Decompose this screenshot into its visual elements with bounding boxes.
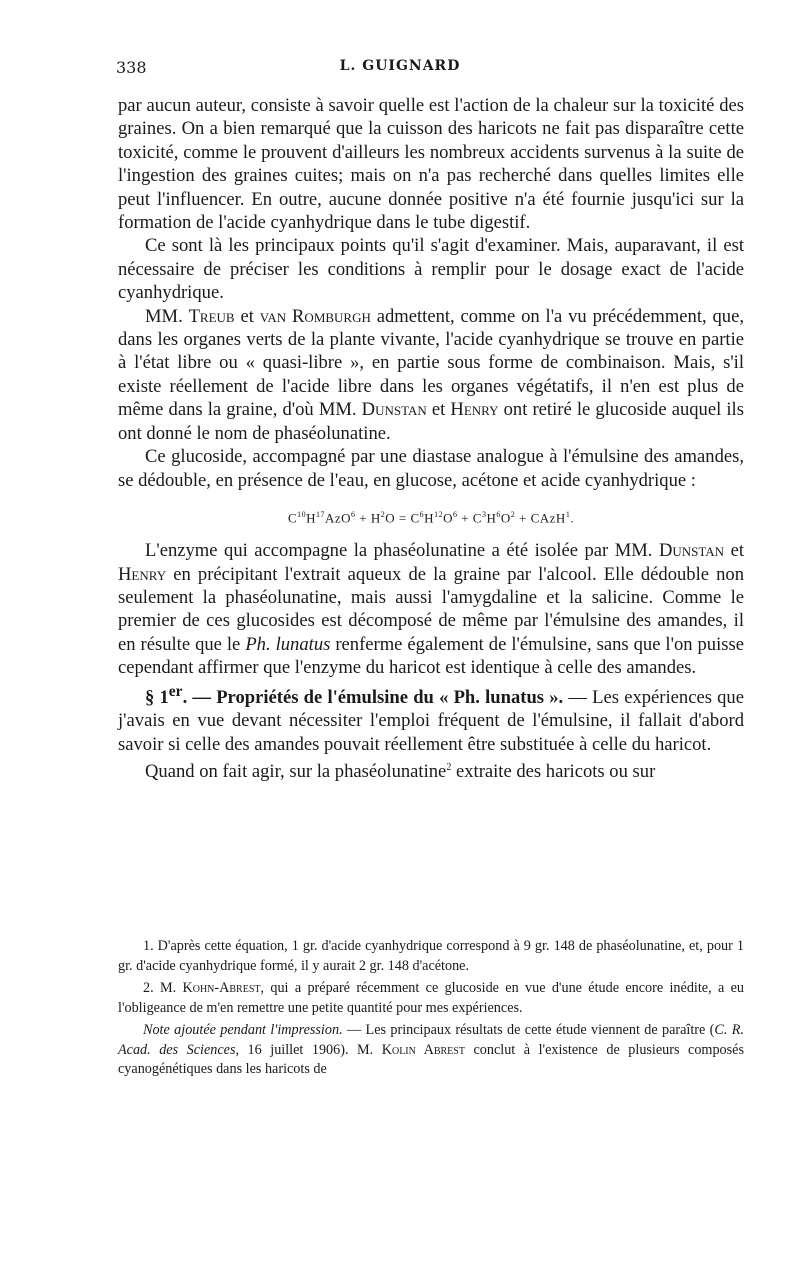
author-name: Dunstan xyxy=(658,540,725,562)
text: L'enzyme qui accompagne la phaséolunatine a été isolée par MM. xyxy=(145,540,653,562)
text: et xyxy=(730,540,745,562)
running-head-author: L. GUIGNARD xyxy=(339,58,461,74)
species-name: Ph. lunatus xyxy=(245,633,331,655)
page-number: 338 xyxy=(116,58,147,77)
author-name: Henry xyxy=(450,399,499,421)
footnote: 1. D'après cette équation, 1 gr. d'acide cyanhydrique correspond à 9 gr. 148 de phaséolunatine, et, pour 1 gr. d'acide cyanhydrique formé, il y aurait 2 gr. 148 d'acétone. xyxy=(118,938,744,974)
text: renferme également de l'émulsine, sans que l'on puisse cependant affirmer que l'enzyme du haricot est identique à celle des amandes. xyxy=(118,633,744,679)
footnote-ref: 2 xyxy=(446,762,452,774)
footnote-note: Note ajoutée pendant l'impression. — Les principaux résultats de cette étude viennent de paraître (C. R. Acad. des Sciences, 16 juillet 1906). M. Kolin Abrest conclut à l'existence de plusieurs composés cyanogénétiques dans les haricots de xyxy=(118,1022,744,1077)
text: — Les expériences que j'avais en vue devant nécessiter l'emploi fréquent de l'émulsine, il fallait d'abord savoir si celle des amandes pouvait réellement être substituée à celle du haricot. xyxy=(118,686,744,755)
text: en précipitant l'extrait aqueux de la graine par l'alcool. Elle dédouble non seulement la phaséolunatine, mais aussi l'amygdaline et la salicine. Comme le premier de ces glucosides est décomposé de même par l'émulsine des amandes, il en résulte que le xyxy=(118,563,745,655)
text: et xyxy=(240,305,254,327)
text: et xyxy=(431,399,446,421)
running-head xyxy=(0,58,800,84)
author-name: Dunstan xyxy=(361,399,427,421)
paragraph: Quand on fait agir, sur la phaséolunatine$^2$ extraite des haricots ou sur xyxy=(145,761,656,783)
paragraph xyxy=(118,305,744,445)
author-name: Treub xyxy=(188,305,235,327)
paragraph: par aucun auteur, consiste à savoir quelle est l'action de la chaleur sur la toxicité des graines. On a bien remarqué que la cuisson des haricots ne fait pas disparaître cette toxicité, comme le prouvent d'ailleurs les nombreux accidents survenus à la suite de l'ingestion des graines cuites; mais on n'a pas recherché dans quelles limites elle peut l'influencer. En outre, aucune donnée positive n'a été fournie jusqu'ici sur la formation de l'acide cyanhydrique dans le tube digestif. xyxy=(118,95,744,234)
section-heading-paragraph xyxy=(118,680,744,756)
author-name: van Romburgh xyxy=(259,305,371,327)
author-name: Henry xyxy=(118,563,167,585)
paragraph xyxy=(118,539,744,679)
chemical-equation: $C^{10}H^{17}AzO^6 + H^2O = C^6H^{12}O^6 + C^3H^6O^2$ + CAzH$^1$. xyxy=(287,509,575,526)
text: MM. xyxy=(145,305,183,327)
text: admettent, comme on l'a vu précédemment, que, dans les organes verts de la plante vivante, l'acide cyanhydrique se trouve en partie à l'état libre ou « quasi-libre », en partie sous forme de combinaison. Mais, s'il existe réellement de l'acide libre dans les organes végétatifs, il n'en est plus de même dans la graine, d'où MM. xyxy=(118,305,744,421)
footnote: 2. M. Kohn-Abrest, qui a préparé récemment ce glucoside en vue d'une étude encore inédite, a eu l'obligeance de m'en remettre une petite quantité pour mes expériences. xyxy=(118,980,744,1016)
paragraph: Ce sont là les principaux points qu'il s'agit d'examiner. Mais, auparavant, il est nécessaire de préciser les conditions à remplir pour le dosage exact de l'acide cyanhydrique. xyxy=(118,235,744,304)
body-text xyxy=(118,94,744,784)
paragraph: Ce glucoside, accompagné par une diastase analogue à l'émulsine des amandes, se dédouble, en présence de l'eau, en glucose, acétone et acide cyanhydrique : xyxy=(118,446,744,491)
text: ont retiré le glucoside auquel ils ont donné le nom de phaséolunatine. xyxy=(118,399,744,444)
section-title: § 1er. — Propriétés de l'émulsine du « Ph. lunatus ». xyxy=(145,682,564,708)
footnotes xyxy=(118,937,744,1080)
